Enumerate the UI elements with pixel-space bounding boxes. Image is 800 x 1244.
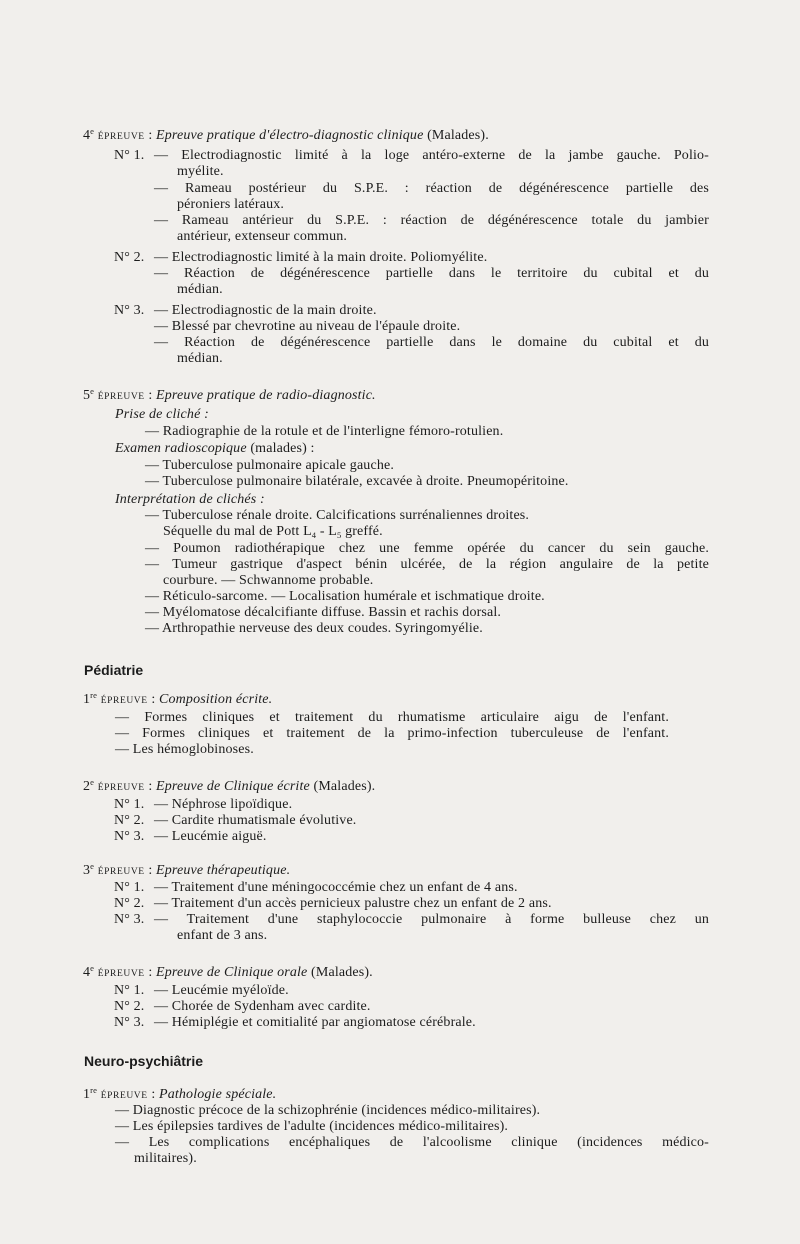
list-item: — Diagnostic précoce de la schizophrénie (incidences médico-militaires). <box>115 1103 541 1118</box>
epreuve-number: 2 <box>83 779 91 794</box>
epreuve-heading <box>83 687 272 709</box>
list-item: militaires). <box>134 1151 197 1166</box>
list-item: myélite. <box>177 164 224 179</box>
case-number: N° 1. <box>114 983 145 998</box>
list-item: — Chorée de Sydenham avec cardite. <box>154 999 371 1014</box>
epreuve-heading <box>83 123 489 145</box>
epreuve-number: 5 <box>83 388 91 403</box>
epreuve-number: 4 <box>83 128 91 143</box>
list-item: médian. <box>177 351 223 366</box>
list-item: — Traitement d'une staphylococcie pulmonaire à forme bulleuse chez un <box>154 912 709 927</box>
subsection-heading <box>115 407 209 423</box>
list-item: — Electrodiagnostic limité à la loge antéro-externe de la jambe gauche. Polio- <box>154 148 709 163</box>
list-item: — Traitement d'une méningococcémie chez un enfant de 4 ans. <box>154 880 518 895</box>
epreuve-title: Epreuve pratique d'électro-diagnostic clinique <box>156 128 424 143</box>
list-item: — Leucémie myéloïde. <box>154 983 289 998</box>
case-number: N° 3. <box>114 912 145 927</box>
epreuve-number: 3 <box>83 863 91 878</box>
list-item: — Poumon radiothérapique chez une femme opérée du cancer du sein gauche. <box>145 541 709 556</box>
epreuve-ordinal: re <box>90 1085 98 1095</box>
case-number: N° 3. <box>114 1015 145 1030</box>
list-item: — Formes cliniques et traitement de la primo-infection tuberculeuse de l'enfant. <box>115 726 669 741</box>
case-number: N° 1. <box>114 797 145 812</box>
epreuve-number: 1 <box>83 692 91 707</box>
epreuve-number: 4 <box>83 965 91 980</box>
epreuve-heading <box>83 1082 276 1104</box>
list-item: péroniers latéraux. <box>177 197 285 212</box>
epreuve-heading <box>83 858 290 880</box>
pott-text: Séquelle du mal de Pott L <box>163 524 312 539</box>
list-item: courbure. — Schwannome probable. <box>163 573 374 588</box>
list-item: enfant de 3 ans. <box>177 928 268 943</box>
case-number: N° 1. <box>114 880 145 895</box>
subsection-title: Examen radioscopique <box>115 441 247 456</box>
vertebra-subscript: 5 <box>337 530 342 540</box>
list-item: — Les complications encéphaliques de l'alcoolisme clinique (incidences médico- <box>115 1135 709 1150</box>
epreuve-title: Epreuve de Clinique écrite <box>156 779 310 794</box>
case-number: N° 1. <box>114 148 145 163</box>
epreuve-colon: : <box>147 692 160 707</box>
epreuve-ordinal: e <box>90 861 95 871</box>
case-number: N° 2. <box>114 250 145 265</box>
epreuve-title: Epreuve thérapeutique. <box>156 863 291 878</box>
list-item: — Radiographie de la rotule et de l'interligne fémoro-rotulien. <box>145 424 504 439</box>
epreuve-title: Epreuve de Clinique orale <box>156 965 308 980</box>
list-item: — Leucémie aiguë. <box>154 829 267 844</box>
epreuve-title: Composition écrite. <box>159 692 273 707</box>
list-item: — Néphrose lipoïdique. <box>154 797 293 812</box>
epreuve-colon: : <box>144 779 157 794</box>
epreuve-colon: : <box>144 863 157 878</box>
list-item: — Electrodiagnostic de la main droite. <box>154 303 377 318</box>
list-item: — Tuberculose rénale droite. Calcifications surrénaliennes droites. <box>145 508 530 523</box>
epreuve-title: Pathologie spéciale. <box>159 1087 277 1102</box>
list-item: — Blessé par chevrotine au niveau de l'épaule droite. <box>154 319 461 334</box>
subsection-title: Prise de cliché : <box>115 407 209 422</box>
epreuve-colon: : <box>144 128 157 143</box>
list-item: — Réticulo-sarcome. — Localisation humérale et ischmatique droite. <box>145 589 545 604</box>
epreuve-label: ÉPREUVE <box>100 1091 148 1101</box>
epreuve-ordinal: e <box>90 386 95 396</box>
list-item: — Traitement d'un accès pernicieux palustre chez un enfant de 2 ans. <box>154 896 552 911</box>
list-item: — Les hémoglobinoses. <box>115 742 254 757</box>
list-item: — Cardite rhumatismale évolutive. <box>154 813 357 828</box>
epreuve-suffix: (Malades). <box>307 965 373 980</box>
subsection-heading <box>115 492 265 508</box>
case-number: N° 2. <box>114 999 145 1014</box>
pott-text: - L <box>316 524 338 539</box>
epreuve-heading <box>83 774 375 796</box>
epreuve-ordinal: e <box>90 126 95 136</box>
epreuve-label: ÉPREUVE <box>97 392 145 402</box>
list-item: — Réaction de dégénérescence partielle dans le territoire du cubital et du <box>154 266 709 281</box>
epreuve-heading <box>83 960 373 982</box>
case-number: N° 2. <box>114 896 145 911</box>
epreuve-suffix: (Malades). <box>309 779 376 794</box>
epreuve-label: ÉPREUVE <box>100 696 148 706</box>
epreuve-label: ÉPREUVE <box>97 867 145 877</box>
epreuve-label: ÉPREUVE <box>97 969 145 979</box>
list-item: — Rameau antérieur du S.P.E. : réaction de dégénérescence totale du jambier <box>154 213 709 228</box>
epreuve-ordinal: e <box>90 777 95 787</box>
list-item: — Tumeur gastrique d'aspect bénin ulcérée, de la région angulaire de la petite <box>145 557 709 572</box>
list-item: — Réaction de dégénérescence partielle dans le domaine du cubital et du <box>154 335 709 350</box>
section-title-neuro: Neuro-psychiâtrie <box>84 1053 204 1069</box>
epreuve-heading <box>83 383 376 405</box>
list-item: — Formes cliniques et traitement du rhumatisme articulaire aigu de l'enfant. <box>115 710 669 725</box>
epreuve-colon: : <box>144 965 157 980</box>
list-item: médian. <box>177 282 223 297</box>
subsection-suffix: (malades) : <box>246 441 315 456</box>
epreuve-label: ÉPREUVE <box>97 132 145 142</box>
list-item: — Tuberculose pulmonaire bilatérale, excavée à droite. Pneumopéritoine. <box>145 474 569 489</box>
epreuve-title: Epreuve pratique de radio-diagnostic. <box>156 388 376 403</box>
section-title-pediatrie: Pédiatrie <box>84 662 144 678</box>
epreuve-label: ÉPREUVE <box>97 783 145 793</box>
list-item: — Tuberculose pulmonaire apicale gauche. <box>145 458 394 473</box>
epreuve-number: 1 <box>83 1087 91 1102</box>
epreuve-colon: : <box>147 1087 160 1102</box>
vertebra-subscript: 4 <box>311 530 317 540</box>
case-number: N° 2. <box>114 813 145 828</box>
list-item: — Electrodiagnostic limité à la main droite. Poliomyélite. <box>154 250 488 265</box>
list-item: antérieur, extenseur commun. <box>177 229 348 244</box>
case-number: N° 3. <box>114 829 145 844</box>
list-item: — Arthropathie nerveuse des deux coudes. Syringomyélie. <box>145 621 483 636</box>
epreuve-suffix: (Malades). <box>423 128 489 143</box>
list-item: — Myélomatose décalcifiante diffuse. Bassin et rachis dorsal. <box>145 605 502 620</box>
subsection-title: Interprétation de clichés : <box>115 492 265 507</box>
subsection-heading <box>115 441 315 457</box>
list-item: — Les épilepsies tardives de l'adulte (incidences médico-militaires). <box>115 1119 509 1134</box>
epreuve-colon: : <box>144 388 157 403</box>
list-item: — Rameau postérieur du S.P.E. : réaction de dégénérescence partielle des <box>154 181 709 196</box>
pott-text: greffé. <box>341 524 383 539</box>
epreuve-ordinal: re <box>90 690 98 700</box>
epreuve-ordinal: e <box>90 963 95 973</box>
case-number: N° 3. <box>114 303 145 318</box>
list-item: — Hémiplégie et comitialité par angiomatose cérébrale. <box>154 1015 476 1030</box>
